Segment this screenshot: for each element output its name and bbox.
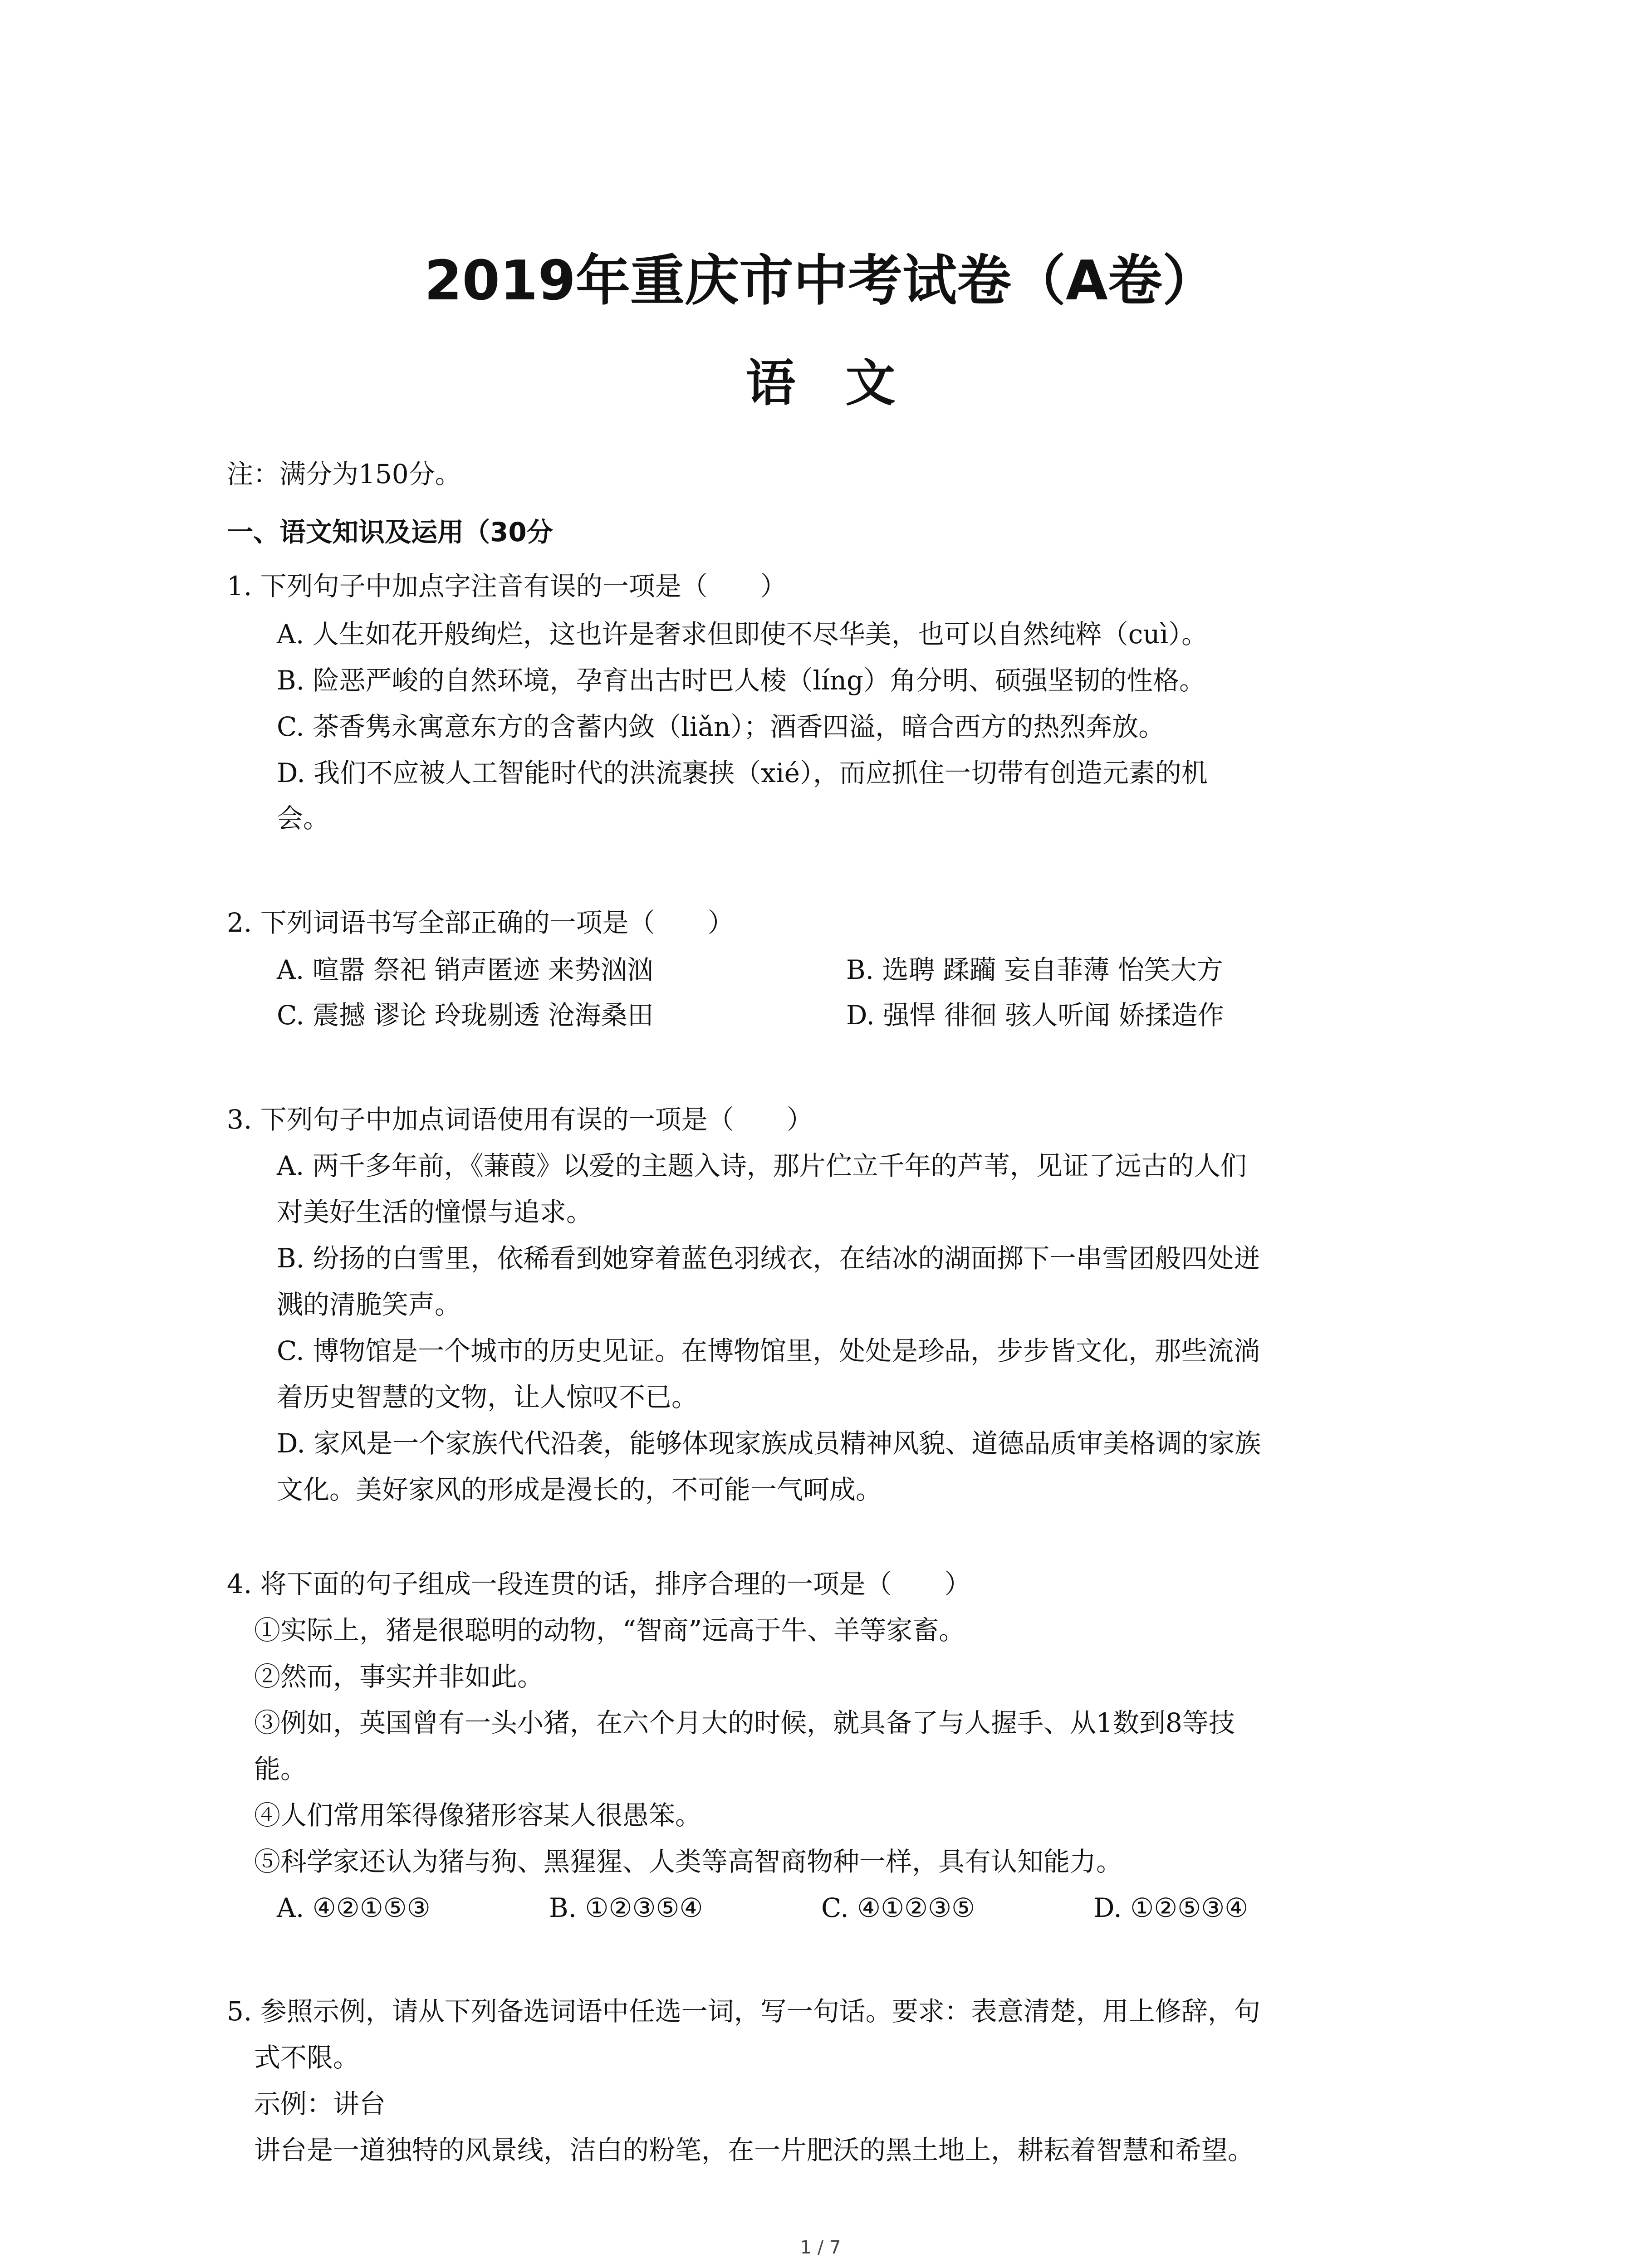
question-1-stem: 1. 下列句子中加点字注音有误的一项是（ ） bbox=[227, 571, 787, 601]
question-3-stem: 3. 下列句子中加点词语使用有误的一项是（ ） bbox=[227, 1104, 813, 1135]
question-4-option-c: C. ④①②③⑤ bbox=[821, 1892, 975, 1923]
question-5-example-label: 示例：讲台 bbox=[254, 2088, 386, 2119]
question-1-option-d-cont: 会。 bbox=[277, 803, 330, 834]
question-2-option-d: D. 强悍 徘徊 骇人听闻 娇揉造作 bbox=[846, 1000, 1224, 1031]
question-4-sentence-1: ①实际上，猪是很聪明的动物，“智商”远高于牛、羊等家畜。 bbox=[254, 1615, 965, 1646]
question-5-stem-cont: 式不限。 bbox=[254, 2042, 360, 2073]
question-3-option-d: D. 家风是一个家族代代沿袭，能够体现家族成员精神风貌、道德品质审美格调的家族 bbox=[277, 1428, 1261, 1459]
question-2-option-a: A. 喧嚣 祭祀 销声匿迹 来势汹汹 bbox=[277, 954, 654, 985]
question-4-sentence-3-cont: 能。 bbox=[254, 1754, 307, 1784]
exam-title: 2019年重庆市中考试卷（A卷） bbox=[424, 249, 1217, 313]
question-3-option-a-cont: 对美好生活的憧憬与追求。 bbox=[277, 1197, 593, 1227]
score-note: 注：满分为150分。 bbox=[227, 459, 461, 489]
question-4-sentence-2: ②然而，事实并非如此。 bbox=[254, 1661, 544, 1692]
question-5-stem: 5. 参照示例，请从下列备选词语中任选一词，写一句话。要求：表意清楚，用上修辞，句 bbox=[227, 1996, 1260, 2027]
question-2-option-c: C. 震撼 谬论 玲珑剔透 沧海桑田 bbox=[277, 1000, 654, 1031]
question-1-option-b: B. 险恶严峻的自然环境，孕育出古时巴人棱（líng）角分明、硕强坚韧的性格。 bbox=[277, 665, 1206, 696]
question-4-option-b: B. ①②③⑤④ bbox=[549, 1892, 703, 1923]
question-4-sentence-3: ③例如，英国曾有一头小猪，在六个月大的时候，就具备了与人握手、从1数到8等技 bbox=[254, 1707, 1235, 1738]
question-2-option-b: B. 选聘 蹂躏 妄自菲薄 怡笑大方 bbox=[846, 954, 1223, 985]
question-4-sentence-4: ④人们常用笨得像猪形容某人很愚笨。 bbox=[254, 1800, 702, 1831]
question-4-option-a: A. ④②①⑤③ bbox=[277, 1892, 431, 1923]
question-4-sentence-5: ⑤科学家还认为猪与狗、黑猩猩、人类等高智商物种一样，具有认知能力。 bbox=[254, 1846, 1123, 1877]
question-4-option-d: D. ①②⑤③④ bbox=[1093, 1892, 1249, 1923]
section-heading: 一、语文知识及运用（30分 bbox=[227, 517, 553, 547]
question-2-stem: 2. 下列词语书写全部正确的一项是（ ） bbox=[227, 907, 734, 938]
question-1-option-a: A. 人生如花开般绚烂，这也许是奢求但即使不尽华美，也可以自然纯粹（cuì）。 bbox=[277, 619, 1208, 650]
question-5-example-text: 讲台是一道独特的风景线，洁白的粉笔，在一片肥沃的黑土地上，耕耘着智慧和希望。 bbox=[254, 2135, 1254, 2165]
question-3-option-c-cont: 着历史智慧的文物，让人惊叹不已。 bbox=[277, 1382, 698, 1413]
question-4-stem: 4. 将下面的句子组成一段连贯的话，排序合理的一项是（ ） bbox=[227, 1569, 971, 1599]
question-3-option-b: B. 纷扬的白雪里，依稀看到她穿着蓝色羽绒衣，在结冰的湖面掷下一串雪团般四处迸 bbox=[277, 1243, 1260, 1274]
question-3-option-d-cont: 文化。美好家风的形成是漫长的，不可能一气呵成。 bbox=[277, 1474, 882, 1505]
question-3-option-c: C. 博物馆是一个城市的历史见证。在博物馆里，处处是珍品，步步皆文化，那些流淌 bbox=[277, 1335, 1260, 1366]
question-3-option-b-cont: 溅的清脆笑声。 bbox=[277, 1289, 461, 1320]
subject-title: 语文 bbox=[745, 354, 945, 412]
question-3-option-a: A. 两千多年前，《蒹葭》以爱的主题入诗，那片伫立千年的芦苇，见证了远古的人们 bbox=[277, 1150, 1247, 1181]
page-number: 1 / 7 bbox=[800, 2237, 841, 2258]
question-1-option-c: C. 茶香隽永寓意东方的含蓄内敛（liǎn）；酒香四溢，暗合西方的热烈奔放。 bbox=[277, 711, 1165, 742]
question-1-option-d: D. 我们不应被人工智能时代的洪流裹挟（xié），而应抓住一切带有创造元素的机 bbox=[277, 758, 1208, 788]
